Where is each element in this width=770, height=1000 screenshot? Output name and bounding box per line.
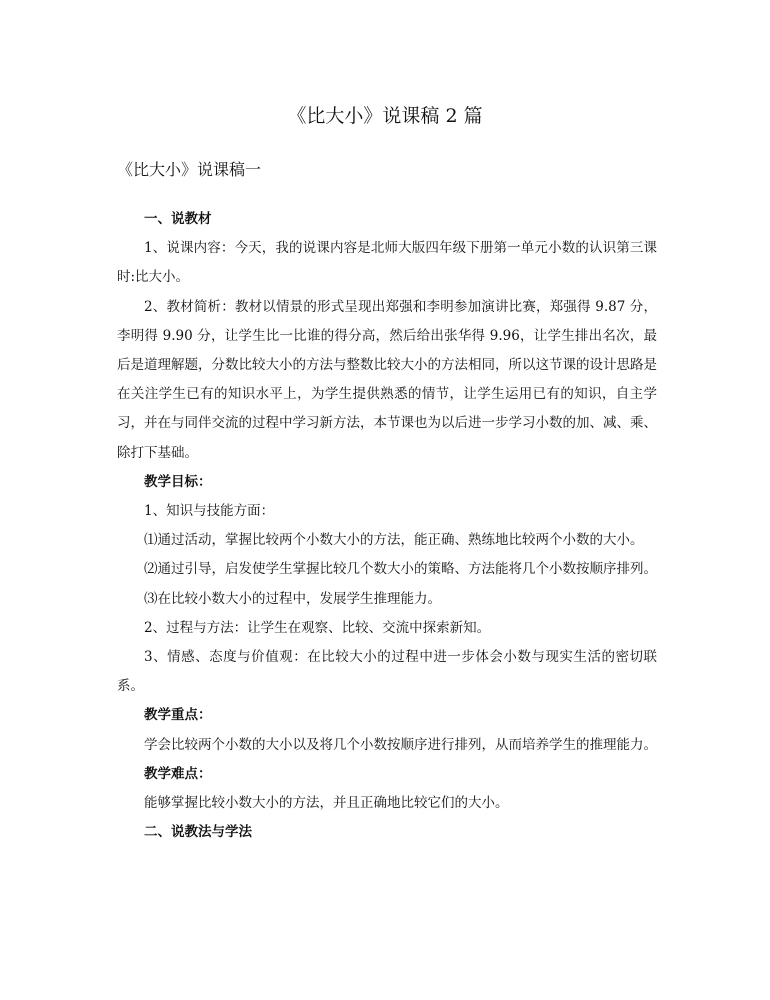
section-heading: 二、说教法与学法 — [144, 824, 252, 841]
body-paragraph: 3、情感、态度与价值观：在比较大小的过程中进一步体会小数与现实生活的密切联系。 — [117, 649, 657, 695]
document-subtitle: 《比大小》说课稿一 — [117, 160, 262, 179]
section-heading: 教学目标： — [144, 473, 212, 490]
document-title: 《比大小》说课稿 2 篇 — [287, 105, 483, 127]
section-heading: 教学难点： — [144, 765, 212, 782]
body-paragraph: 2、教材简析：教材以情景的形式呈现出郑强和李明参加演讲比赛，郑强得 9.87 分，李明得 9.90 分，让学生比一比谁的得分高，然后给出张华得 9.96，让学生排出名次，最后是道理解题，分数比较大小的方法与整数比较大小的方法相同，所以这节课的设计思路是在关注学生已有的知识水平上，为学生提供熟悉的情节，让学生运用已有的知识，自主学习，并在与同伴交流的过程中学习新方法，本节课也为以后进一步学习小数的加、减、乘、除打下基础。 — [117, 298, 657, 461]
section-heading: 教学重点： — [144, 707, 212, 724]
body-paragraph: 1、说课内容：今天，我的说课内容是北师大版四年级下册第一单元小数的认识第三课时:比大小。 — [117, 240, 657, 286]
document-body — [117, 205, 657, 847]
section-heading: 一、说教材 — [144, 211, 212, 227]
body-paragraph: 能够掌握比较小数大小的方法，并且正确地比较它们的大小。 — [144, 795, 509, 812]
body-paragraph: ⑵通过引导，启发使学生掌握比较几个数大小的策略、方法能将几个小数按顺序排列。 — [144, 561, 657, 578]
body-paragraph: 1、知识与技能方面： — [144, 503, 275, 520]
body-paragraph: ⑶在比较小数大小的过程中，发展学生推理能力。 — [144, 590, 441, 607]
body-paragraph: 学会比较两个小数的大小以及将几个小数按顺序进行排列，从而培养学生的推理能力。 — [144, 736, 657, 753]
body-paragraph: ⑴通过活动，掌握比较两个小数大小的方法，能正确、熟练地比较两个小数的大小。 — [144, 532, 644, 549]
body-paragraph: 2、过程与方法：让学生在观察、比较、交流中探索新知。 — [144, 619, 491, 636]
